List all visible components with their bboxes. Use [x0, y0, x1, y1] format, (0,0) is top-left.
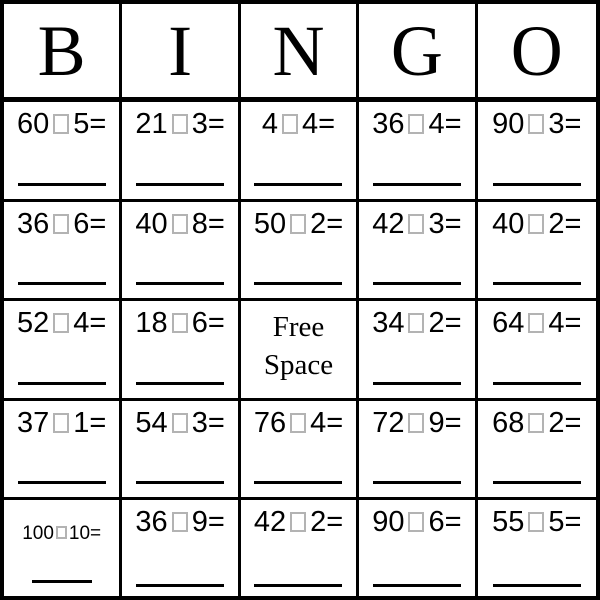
operand-left: 100 — [22, 523, 54, 545]
answer-blank-line — [373, 382, 461, 385]
free-space-line2: Space — [263, 349, 334, 382]
bingo-cell-r1c3 — [241, 102, 359, 202]
math-problem — [492, 308, 581, 340]
operand-left: 68 — [492, 406, 525, 439]
operand-left: 40 — [135, 207, 168, 240]
missing-operator-icon — [172, 512, 188, 532]
operand-left: 42 — [372, 207, 405, 240]
bingo-cell-r1c4 — [359, 102, 477, 202]
bingo-cell-r3c1 — [4, 301, 122, 401]
bingo-cell-r4c5 — [478, 401, 596, 501]
missing-operator-icon — [408, 214, 424, 234]
bingo-cell-r4c2 — [122, 401, 240, 501]
operand-left: 18 — [135, 307, 168, 340]
bingo-cell-r4c1 — [4, 401, 122, 501]
operand-left: 36 — [372, 108, 405, 140]
operand-right-equals: 9= — [428, 406, 462, 439]
operand-right-equals: 2= — [548, 406, 582, 439]
math-problem — [492, 507, 581, 539]
bingo-cell-r1c2 — [122, 102, 240, 202]
missing-operator-icon — [408, 413, 424, 433]
math-problem — [135, 507, 224, 539]
missing-operator-icon — [408, 114, 424, 134]
math-problem — [492, 209, 581, 241]
answer-blank-line — [254, 481, 342, 484]
answer-blank-line — [373, 584, 461, 587]
operand-right-equals: 4= — [310, 406, 344, 439]
missing-operator-icon — [172, 413, 188, 433]
bingo-cell-r3c3 — [241, 301, 359, 401]
missing-operator-icon — [290, 214, 306, 234]
math-problem — [372, 209, 461, 241]
math-problem — [22, 524, 101, 545]
answer-blank-line — [254, 183, 342, 186]
bingo-cell-r2c5 — [478, 202, 596, 302]
operand-left: 50 — [253, 207, 287, 240]
missing-operator-icon — [53, 413, 69, 433]
operand-right-equals: 1= — [73, 406, 107, 439]
answer-blank-line — [136, 282, 224, 285]
operand-right-equals: 3= — [191, 108, 225, 140]
math-problem — [372, 109, 461, 141]
answer-blank-line — [254, 282, 342, 285]
answer-blank-line — [136, 183, 224, 186]
missing-operator-icon — [528, 413, 544, 433]
operand-right-equals: 4= — [302, 108, 336, 140]
bingo-cell-r2c2 — [122, 202, 240, 302]
operand-left: 55 — [492, 506, 525, 539]
math-problem — [135, 109, 224, 141]
operand-right-equals: 4= — [428, 108, 462, 140]
bingo-grid — [4, 102, 596, 600]
math-problem — [135, 209, 224, 241]
operand-left: 52 — [17, 307, 50, 340]
math-problem — [372, 507, 461, 539]
operand-right-equals: 10= — [68, 523, 102, 545]
operand-left: 40 — [492, 207, 525, 240]
missing-operator-icon — [172, 114, 188, 134]
bingo-cell-r5c3 — [241, 500, 359, 600]
math-problem — [17, 109, 106, 141]
operand-left: 76 — [253, 406, 287, 439]
operand-right-equals: 4= — [73, 307, 107, 340]
operand-right-equals: 4= — [548, 307, 582, 340]
answer-blank-line — [32, 580, 92, 583]
bingo-cell-r1c1 — [4, 102, 122, 202]
math-problem — [492, 408, 581, 440]
header-letter-n: N — [241, 4, 359, 97]
operand-right-equals: 5= — [548, 506, 582, 539]
missing-operator-icon — [290, 413, 306, 433]
operand-left: 42 — [253, 506, 287, 539]
math-problem — [135, 308, 224, 340]
missing-operator-icon — [408, 313, 424, 333]
math-problem — [135, 408, 224, 440]
missing-operator-icon — [528, 512, 544, 532]
operand-right-equals: 6= — [191, 307, 225, 340]
free-space-label — [264, 308, 333, 385]
bingo-cell-r5c2 — [122, 500, 240, 600]
operand-right-equals: 9= — [191, 506, 225, 539]
bingo-cell-r2c1 — [4, 202, 122, 302]
operand-right-equals: 8= — [191, 207, 225, 240]
operand-right-equals: 2= — [310, 207, 344, 240]
bingo-cell-r3c4 — [359, 301, 477, 401]
operand-left: 36 — [17, 207, 50, 240]
operand-left: 72 — [372, 406, 405, 439]
answer-blank-line — [373, 481, 461, 484]
answer-blank-line — [493, 282, 581, 285]
math-problem — [254, 408, 343, 440]
bingo-cell-r3c5 — [478, 301, 596, 401]
operand-left: 4 — [261, 108, 279, 140]
bingo-cell-r5c1 — [4, 500, 122, 600]
math-problem — [372, 308, 461, 340]
bingo-cell-r4c3 — [241, 401, 359, 501]
bingo-header-row — [4, 4, 596, 102]
missing-operator-icon — [53, 313, 69, 333]
operand-left: 54 — [135, 406, 168, 439]
bingo-cell-r3c2 — [122, 301, 240, 401]
missing-operator-icon — [528, 114, 544, 134]
missing-operator-icon — [172, 214, 188, 234]
operand-left: 36 — [135, 506, 168, 539]
answer-blank-line — [18, 282, 106, 285]
operand-left: 21 — [135, 108, 168, 140]
answer-blank-line — [493, 183, 581, 186]
answer-blank-line — [136, 584, 224, 587]
answer-blank-line — [136, 382, 224, 385]
operand-left: 64 — [492, 307, 525, 340]
operand-right-equals: 5= — [73, 108, 107, 140]
answer-blank-line — [493, 481, 581, 484]
missing-operator-icon — [53, 114, 69, 134]
operand-right-equals: 3= — [428, 207, 462, 240]
missing-operator-icon — [408, 512, 424, 532]
bingo-cell-r2c3 — [241, 202, 359, 302]
header-letter-o: O — [510, 10, 563, 91]
operand-left: 34 — [372, 307, 405, 340]
operand-right-equals: 2= — [548, 207, 582, 240]
answer-blank-line — [373, 282, 461, 285]
operand-right-equals: 2= — [310, 506, 344, 539]
bingo-cell-r2c4 — [359, 202, 477, 302]
missing-operator-icon — [282, 114, 298, 134]
bingo-cell-r5c5 — [478, 500, 596, 600]
operand-left: 37 — [17, 406, 50, 439]
answer-blank-line — [254, 584, 342, 587]
answer-blank-line — [136, 481, 224, 484]
math-problem — [492, 109, 581, 141]
math-problem — [254, 209, 343, 241]
missing-operator-icon — [528, 313, 544, 333]
missing-operator-icon — [172, 313, 188, 333]
bingo-cell-r5c4 — [359, 500, 477, 600]
bingo-cell-r1c5 — [478, 102, 596, 202]
missing-operator-icon — [528, 214, 544, 234]
answer-blank-line — [18, 382, 106, 385]
math-problem — [262, 109, 335, 141]
answer-blank-line — [493, 584, 581, 587]
operand-left: 60 — [17, 108, 50, 140]
operand-right-equals: 6= — [428, 506, 462, 539]
operand-right-equals: 6= — [73, 207, 107, 240]
math-problem — [372, 408, 461, 440]
math-problem — [254, 507, 343, 539]
bingo-cell-r4c4 — [359, 401, 477, 501]
math-problem — [17, 408, 106, 440]
missing-operator-icon — [53, 214, 69, 234]
operand-left: 90 — [492, 108, 525, 140]
missing-operator-icon — [56, 526, 67, 539]
answer-blank-line — [18, 481, 106, 484]
answer-blank-line — [493, 382, 581, 385]
header-letter-i: I — [122, 4, 240, 97]
operand-right-equals: 3= — [191, 406, 225, 439]
math-problem — [17, 209, 106, 241]
header-letter-g: G — [359, 4, 477, 97]
free-space-line1: Free — [272, 311, 325, 344]
operand-left: 90 — [372, 506, 405, 539]
math-problem — [17, 308, 106, 340]
operand-right-equals: 3= — [548, 108, 582, 140]
header-letter-b: B — [4, 4, 122, 97]
operand-right-equals: 2= — [428, 307, 462, 340]
answer-blank-line — [18, 183, 106, 186]
missing-operator-icon — [290, 512, 306, 532]
answer-blank-line — [373, 183, 461, 186]
